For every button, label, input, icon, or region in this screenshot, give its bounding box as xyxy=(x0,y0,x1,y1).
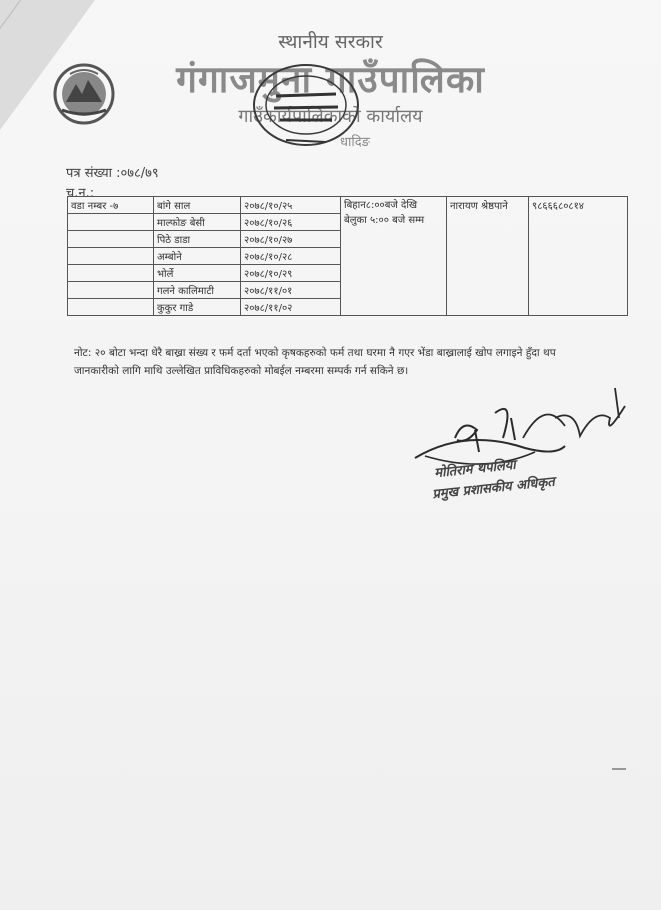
place-cell: गलने कालिमाटी xyxy=(154,282,241,299)
place-cell: बांगे साल xyxy=(154,197,241,214)
date-cell: २०७८/११/०२ xyxy=(241,299,341,316)
ward-cell-empty xyxy=(68,248,154,265)
ward-cell-empty xyxy=(68,214,154,231)
date-cell: २०७८/१०/२७ xyxy=(241,231,341,248)
date-cell: २०७८/१०/२५ xyxy=(241,197,341,214)
date-cell: २०७८/११/०१ xyxy=(241,282,341,299)
letter-number: पत्र संख्या :०७८/७९ xyxy=(66,166,159,181)
place-cell: अम्बोने xyxy=(154,248,241,265)
ward-cell-empty xyxy=(68,299,154,316)
date-cell: २०७८/१०/२८ xyxy=(241,248,341,265)
place-cell: माल्फोङ बेसी xyxy=(154,214,241,231)
place-cell: भोर्ले xyxy=(154,265,241,282)
dispatch-number: च.न.: xyxy=(66,186,95,201)
note-paragraph: नोट: २० बोटा भन्दा धेरै बाख्रा संख्य र फर्म दर्ता भएको कृषकहरुको फर्म तथा घरमा नै गएर भेंडा बाख्रालाई खोप लगाइने हुँदा थप जानकारीको लागि माथि उल्लेखित प्राविधिकहरुको मोबईल नम्बरमा सम्पर्क गर्न सकिने छ। xyxy=(74,347,556,377)
phone-cell: ९८६६६८०८१४ xyxy=(529,197,628,316)
ward-cell: वडा नम्बर -७ xyxy=(68,197,154,214)
date-cell: २०७८/१०/२९ xyxy=(241,265,341,282)
header-municipality-name: गंगाजमुना गाउँपालिका xyxy=(176,58,485,101)
contact-name-cell: नारायण श्रेष्ठपाने xyxy=(447,197,529,316)
place-cell: कुकुर गाडे xyxy=(154,299,241,316)
time-cell: बिहान८:००बजे देखि बेलुका ५:०० बजे सम्म xyxy=(341,197,447,316)
header-office-name: गाउँकार्यपालिकाको कार्यालय xyxy=(238,106,423,127)
ward-cell-empty xyxy=(68,282,154,299)
vaccination-schedule-table xyxy=(67,196,628,316)
place-cell: पिठे डाडा xyxy=(154,231,241,248)
ward-cell-empty xyxy=(68,231,154,248)
signatory-title: प्रमुख प्रशासकीय अधिकृत xyxy=(431,474,556,503)
office-seal-stamp xyxy=(246,60,366,158)
header-district: धादिङ xyxy=(340,135,370,150)
ward-cell-empty xyxy=(68,265,154,282)
date-cell: २०७८/१०/२६ xyxy=(241,214,341,231)
signatory-name: मोतिराम थपलिया xyxy=(433,457,517,482)
table-row xyxy=(68,197,628,214)
header-local-government: स्थानीय सरकार xyxy=(278,31,383,53)
scan-mark xyxy=(612,768,626,770)
